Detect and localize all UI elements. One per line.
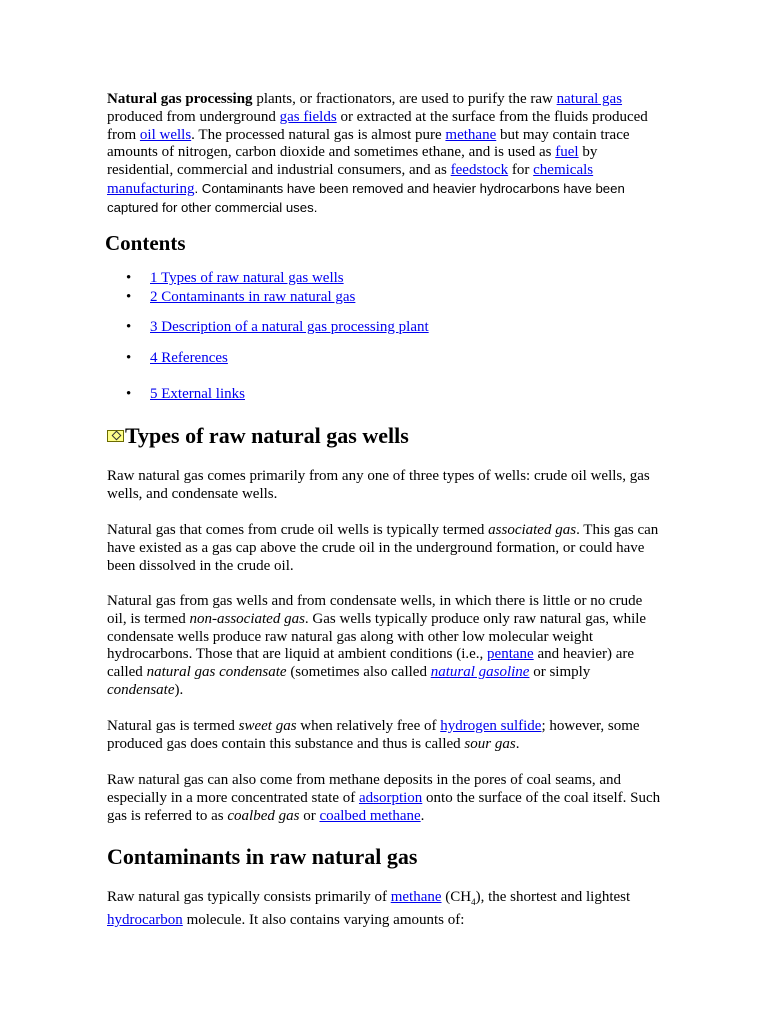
bullet: •	[126, 350, 132, 366]
link-gas-fields[interactable]: gas fields	[279, 108, 337, 125]
italic-term: sweet gas	[238, 718, 297, 734]
link-natural-gasoline[interactable]	[431, 664, 530, 680]
link-methane-2[interactable]: methane	[390, 889, 442, 905]
intro-text: by residential, commercial and industrial consumers, and as	[107, 144, 598, 179]
toc-link-external-links[interactable]: 5 External links	[150, 386, 245, 402]
text: molecule. It also contains varying amounts of:	[182, 911, 465, 928]
link-natural-gas[interactable]: natural gas	[556, 91, 623, 107]
text: ).	[174, 681, 184, 698]
intro-text: or extracted at the surface from the fluids produced from	[107, 108, 648, 143]
link-chemicals-manufacturing[interactable]: chemicals manufacturing	[107, 162, 594, 197]
text: .	[420, 807, 425, 824]
text: . This gas can have existed as a gas cap above the crude oil in the underground formation, or could have been dissolved in the crude oil.	[107, 522, 659, 574]
toc-link-description[interactable]: 3 Description of a natural gas processing plant	[150, 319, 429, 335]
text: when relatively free of	[296, 718, 441, 734]
text: Natural gas from gas wells and from condensate wells, in which there is little or no crude oil, is termed	[107, 593, 643, 627]
article	[105, 91, 663, 928]
link-coalbed-methane[interactable]: coalbed methane	[319, 807, 421, 824]
text: (CH	[441, 889, 472, 905]
section-heading-types-of-wells	[107, 423, 409, 449]
link-pentane[interactable]: pentane	[487, 646, 534, 663]
text: Raw natural gas typically consists primarily of	[107, 889, 391, 905]
paragraph	[107, 522, 663, 575]
bullet: •	[126, 319, 132, 335]
text: Natural gas that comes from crude oil wells is typically termed	[107, 522, 489, 538]
toc-link-references[interactable]: 4 References	[150, 350, 228, 366]
bullet: •	[126, 386, 132, 402]
intro-text: but may contain trace amounts of nitrogen, carbon dioxide and sometimes ethane, and is used as	[107, 126, 630, 161]
subscript: 4	[471, 897, 476, 907]
text: or	[299, 807, 320, 824]
text: (sometimes also called	[286, 664, 431, 681]
paragraph	[107, 718, 663, 754]
italic-term: associated gas	[488, 522, 577, 538]
text: and heavier) are called	[107, 646, 635, 681]
text: ; however, some produced gas does contain this substance and thus is called	[107, 718, 640, 752]
link-methane[interactable]: methane	[445, 126, 497, 143]
italic-term: sour gas	[464, 735, 516, 752]
paragraph	[107, 772, 663, 825]
intro-paragraph	[107, 91, 663, 218]
toc-link-contaminants[interactable]: 2 Contaminants in raw natural gas	[150, 289, 356, 305]
intro-text: . The processed natural gas is almost pure	[191, 126, 446, 143]
link-feedstock[interactable]: feedstock	[450, 162, 509, 179]
text: onto the surface of the coal itself. Such gas is referred to as	[107, 789, 661, 824]
bullet: •	[126, 270, 132, 286]
text: . Gas wells typically produce only raw natural gas, while condensate wells produce raw natural gas along with other low molecular weight hydrocarbons. Those that are liquid at ambient conditions (i.e.,	[107, 610, 647, 663]
link-natural-gasoline-text: natural gasoline	[430, 664, 530, 681]
paragraph	[107, 593, 663, 700]
intro-bold-term: Natural gas processing	[107, 91, 253, 107]
toc-link-types-of-wells[interactable]: 1 Types of raw natural gas wells	[150, 270, 344, 286]
intro-text: for	[508, 162, 534, 179]
text: Raw natural gas can also come from methane deposits in the pores of coal seams, and especially in a more concentrated state of	[107, 772, 622, 806]
text: or simply	[529, 664, 591, 681]
paragraph: Raw natural gas comes primarily from any one of three types of wells: crude oil wells, gas wells, and condensate wells.	[107, 468, 650, 502]
section-heading-contaminants: Contaminants in raw natural gas	[107, 844, 418, 869]
italic-term: natural gas condensate	[146, 664, 287, 681]
link-fuel[interactable]: fuel	[555, 144, 579, 161]
italic-term: condensate	[107, 681, 175, 698]
text: .	[515, 735, 520, 752]
text: Natural gas is termed	[107, 718, 239, 734]
intro-text: produced from underground	[107, 108, 280, 125]
bullet: •	[126, 289, 132, 305]
italic-term: coalbed gas	[227, 807, 300, 824]
paragraph	[107, 889, 663, 930]
contents-title: Contents	[105, 231, 186, 255]
link-hydrocarbon[interactable]: hydrocarbon	[107, 911, 183, 928]
intro-text: plants, or fractionators, are used to purify the raw	[252, 91, 557, 107]
text: ), the shortest and lightest	[475, 889, 631, 905]
intro-text-sans: . Contaminants have been removed and heavier hydrocarbons have been captured for other commercial uses.	[107, 180, 625, 215]
link-hydrogen-sulfide[interactable]: hydrogen sulfide	[440, 718, 542, 734]
section-title-text: Types of raw natural gas wells	[125, 423, 409, 448]
link-oil-wells[interactable]: oil wells	[139, 126, 192, 143]
edit-section-icon[interactable]	[107, 430, 124, 442]
link-adsorption[interactable]: adsorption	[358, 789, 423, 806]
italic-term: non-associated gas	[189, 610, 305, 627]
